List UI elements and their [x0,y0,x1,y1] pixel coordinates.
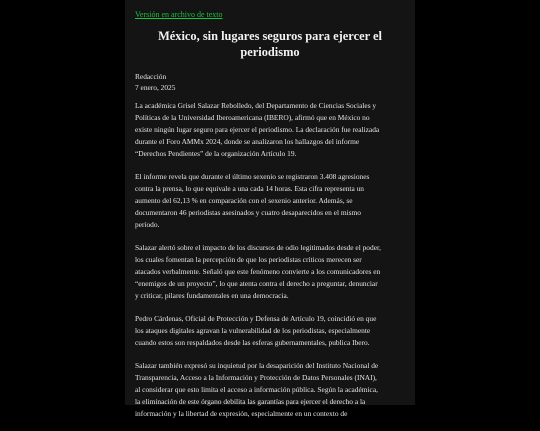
author: Redacción [135,72,167,81]
article-title-line: periodismo [240,45,300,59]
paragraph-line: contra la prensa, lo que equivale a una cada 14 horas. Esta cifra representa un [135,184,365,193]
paragraph-line: información y la libertad de expresión, especialmente en un contexto de [135,409,348,418]
paragraph-line: documentaron 46 periodistas asesinados y cuatro desaparecidos en el mismo [135,208,361,217]
paragraph-line: al considerar que esto limita el acceso a información pública. Según la académica, [135,385,378,394]
text-version-link[interactable]: Versión en archivo de texto [135,10,223,19]
paragraph-line: “enemigos de un proyecto”, lo que atenta contra el derecho a preguntar, denunciar [135,279,378,288]
paragraph-line: La académica Grisel Salazar Rebolledo, del Departamento de Ciencias Sociales y [135,101,377,110]
paragraph-line: los cuales fomentan la percepción de que los periodistas críticos merecen ser [135,255,362,264]
paragraph-line: aumento del 62,13 % en comparación con el sexenio anterior. Además, se [135,196,353,205]
paragraph-line: y criticar, pilares fundamentales en una democracia. [135,291,289,300]
article-body [135,100,407,431]
paragraph-line: durante el Foro AMMx 2024, donde se analizaron los hallazgos del informe [135,137,360,146]
article-page [125,0,415,418]
paragraph-line: período. [135,220,160,229]
paragraph-line: los ataques digitales agravan la vulnerabilidad de los periodistas, especialmente [135,326,371,335]
paragraph [135,242,407,302]
publish-date: 7 enero, 2025 [135,83,176,92]
paragraph-line: la eliminación de este órgano debilita las garantías para ejercer el derecho a la [135,397,366,406]
byline [135,71,175,93]
paragraph-line: Políticas de la Universidad Iberoamericana (IBERO), afirmó que en México no [135,113,370,122]
paragraph-line: “Derechos Pendientes” de la organización Artículo 19. [135,149,297,158]
paragraph-line: cuando estos son respaldados desde las esferas gubernamentales, publica Ibero. [135,338,370,347]
paragraph-line: Transparencia, Acceso a la Información y Protección de Datos Personales (INAI), [135,373,377,382]
paragraph [135,171,407,231]
paragraph-line: El informe revela que durante el último sexenio se registraron 3.408 agresiones [135,172,370,181]
paragraph [135,360,407,420]
paragraph-line: existe ningún lugar seguro para ejercer el periodismo. La declaración fue realizada [135,125,380,134]
article-title [135,28,405,60]
paragraph-line: Pedro Cárdenas, Oficial de Protección y Defensa de Artículo 19, coincidió en que [135,314,377,323]
paragraph [135,100,407,160]
article-title-line: México, sin lugares seguros para ejercer el [158,29,382,43]
paragraph [135,313,407,349]
paragraph-line: Salazar alertó sobre el impacto de los discursos de odio legitimados desde el poder, [135,243,381,252]
paragraph-line: atacados verbalmente. Señaló que este fenómeno convierte a los comunicadores en [135,267,381,276]
paragraph-line: Salazar también expresó su inquietud por la desaparición del Instituto Nacional de [135,361,379,370]
